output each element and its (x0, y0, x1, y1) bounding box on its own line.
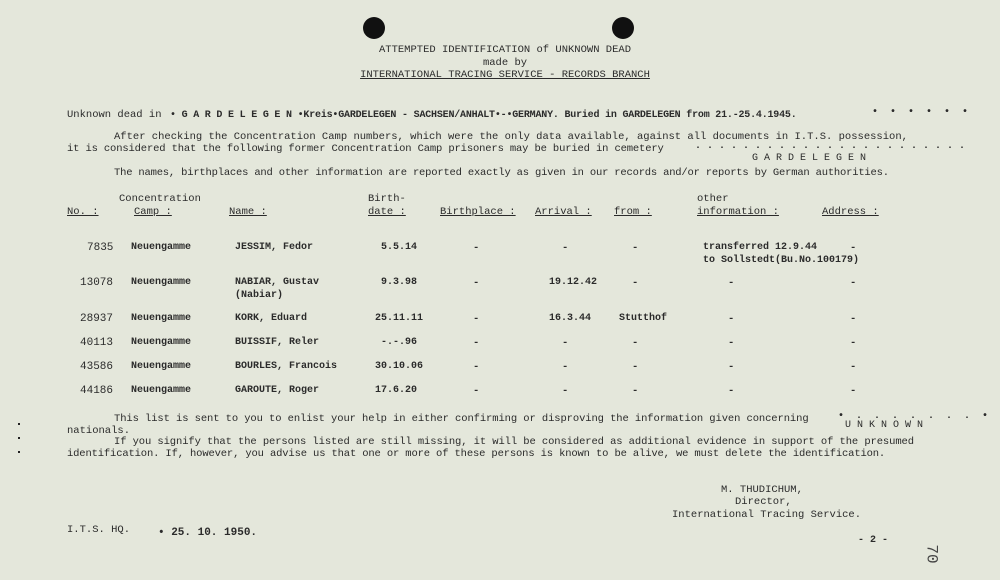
col-header-birthdate: date : (368, 206, 406, 218)
cell-address: - (850, 313, 857, 325)
table-row (0, 277, 1000, 301)
cell-other-line-2: to Sollstedt(Bu.No.100179) (703, 255, 860, 266)
table-row (0, 313, 1000, 337)
col-header-birthplace: Birthplace : (440, 206, 516, 218)
cell-address: - (850, 242, 857, 254)
cell-camp: Neuengamme (131, 277, 192, 288)
cell-no: 28937 (80, 313, 114, 325)
signature-organization: International Tracing Service. (672, 509, 862, 521)
cell-birthplace: - (473, 337, 480, 349)
punch-hole-left (363, 17, 385, 39)
footer-paragraph-1-line-2: nationals. (67, 425, 131, 437)
cell-other: - (728, 313, 735, 325)
unknown-dead-label: Unknown dead in (67, 109, 162, 121)
table-row (0, 361, 1000, 385)
punch-hole-right (612, 17, 634, 39)
cell-birthdate: 9.3.98 (381, 277, 418, 288)
cell-from: - (632, 361, 639, 373)
cell-camp: Neuengamme (131, 313, 192, 324)
cell-name: KORK, Eduard (235, 313, 308, 324)
cell-name: BUISSIF, Reler (235, 337, 320, 348)
cell-birthdate: 17.6.20 (375, 385, 418, 396)
col-header-birth-top: Birth- (368, 193, 406, 205)
cell-other: - (728, 385, 735, 397)
cell-birthdate: 30.10.06 (375, 361, 424, 372)
cell-name-line-2: (Nabiar) (235, 290, 284, 301)
footer-unknown-label: U N K N O W N (845, 420, 924, 431)
table-row (0, 337, 1000, 361)
cell-birthplace: - (473, 242, 480, 254)
footer-paragraph-1-dots: • . . . . . . . • (838, 411, 992, 422)
cell-arrival: - (562, 337, 569, 349)
margin-number: 70 (922, 544, 941, 564)
paragraph-1-place: G A R D E L E G E N (752, 153, 867, 164)
cell-name: GAROUTE, Roger (235, 385, 320, 396)
cell-name: NABIAR, Gustav (235, 277, 320, 288)
cell-arrival: - (562, 242, 569, 254)
cell-birthplace: - (473, 313, 480, 325)
cell-arrival: - (562, 361, 569, 373)
col-header-no: No. : (67, 206, 99, 218)
cell-other: - (728, 277, 735, 289)
cell-birthdate: -.-.96 (381, 337, 418, 348)
paragraph-1-dots: . . . . . . . . . . . . . . . . . . . . . . . (695, 141, 966, 152)
cell-arrival: 19.12.42 (549, 277, 598, 288)
cell-from: Stutthof (619, 313, 668, 324)
cell-address: - (850, 277, 857, 289)
cell-camp: Neuengamme (131, 242, 192, 253)
cell-other: - (728, 361, 735, 373)
cell-address: - (850, 361, 857, 373)
paragraph-1-line-2: it is considered that the following former Concentration Camp prisoners may be buried in cemetery (67, 143, 664, 155)
burial-location: • G A R D E L E G E N •Kreis•GARDELEGEN - SACHSEN/ANHALT•-•GERMANY. Buried in GARDELEGEN from 21.-25.4.1945. (170, 110, 797, 121)
cell-arrival: - (562, 385, 569, 397)
cell-arrival: 16.3.44 (549, 313, 592, 324)
footer-paragraph-2-line-1: If you signify that the persons listed are still missing, it will be considered as additional evidence in support of the presumed (114, 436, 914, 448)
title-line-1: ATTEMPTED IDENTIFICATION of UNKNOWN DEAD (378, 44, 632, 56)
col-header-from: from : (614, 206, 652, 218)
cell-address: - (850, 337, 857, 349)
margin-mark (18, 451, 20, 453)
table-row (0, 242, 1000, 266)
col-header-other-top: other (697, 193, 729, 205)
title-line-3: INTERNATIONAL TRACING SERVICE - RECORDS BRANCH (360, 69, 650, 81)
col-header-arrival: Arrival : (535, 206, 592, 218)
document-date: • 25. 10. 1950. (158, 527, 258, 539)
location-dots: • • • • • • (872, 107, 972, 118)
col-header-address: Address : (822, 206, 879, 218)
cell-other: - (728, 337, 735, 349)
col-header-name: Name : (229, 206, 267, 218)
cell-birthplace: - (473, 277, 480, 289)
cell-from: - (632, 337, 639, 349)
cell-birthdate: 25.11.11 (375, 313, 424, 324)
col-header-other: information : (697, 206, 779, 218)
footer-paragraph-1-line-1: This list is sent to you to enlist your help in either confirming or disproving the information given concerning (114, 413, 809, 425)
cell-no: 7835 (87, 242, 114, 254)
paragraph-1-line-1: After checking the Concentration Camp numbers, which were the only data available, against all documents in I.T.S. possession, (114, 131, 908, 143)
cell-no: 43586 (80, 361, 114, 373)
cell-no: 40113 (80, 337, 114, 349)
cell-birthplace: - (473, 361, 480, 373)
title-line-2: made by (482, 57, 528, 69)
cell-name: BOURLES, Francois (235, 361, 338, 372)
page-number: - 2 - (858, 535, 889, 546)
signature-name: M. THUDICHUM, (721, 484, 803, 496)
col-header-camp-top: Concentration (119, 193, 201, 205)
cell-birthplace: - (473, 385, 480, 397)
margin-mark (18, 437, 20, 439)
cell-camp: Neuengamme (131, 361, 192, 372)
cell-camp: Neuengamme (131, 385, 192, 396)
table-row (0, 385, 1000, 409)
hq-label: I.T.S. HQ. (67, 524, 131, 536)
cell-name: JESSIM, Fedor (235, 242, 314, 253)
cell-from: - (632, 242, 639, 254)
cell-from: - (632, 385, 639, 397)
cell-address: - (850, 385, 857, 397)
cell-birthdate: 5.5.14 (381, 242, 418, 253)
cell-no: 13078 (80, 277, 114, 289)
signature-title: Director, (735, 496, 792, 508)
footer-paragraph-2-line-2: identification. If, however, you advise us that one or more of these persons is known to be alive, we must delete the identification. (67, 448, 886, 460)
cell-from: - (632, 277, 639, 289)
cell-no: 44186 (80, 385, 114, 397)
col-header-camp: Camp : (134, 206, 172, 218)
cell-camp: Neuengamme (131, 337, 192, 348)
cell-other: transferred 12.9.44 (703, 242, 818, 253)
margin-mark (18, 423, 20, 425)
paragraph-2: The names, birthplaces and other information are reported exactly as given in our records and/or reports by German authorities. (114, 167, 889, 179)
